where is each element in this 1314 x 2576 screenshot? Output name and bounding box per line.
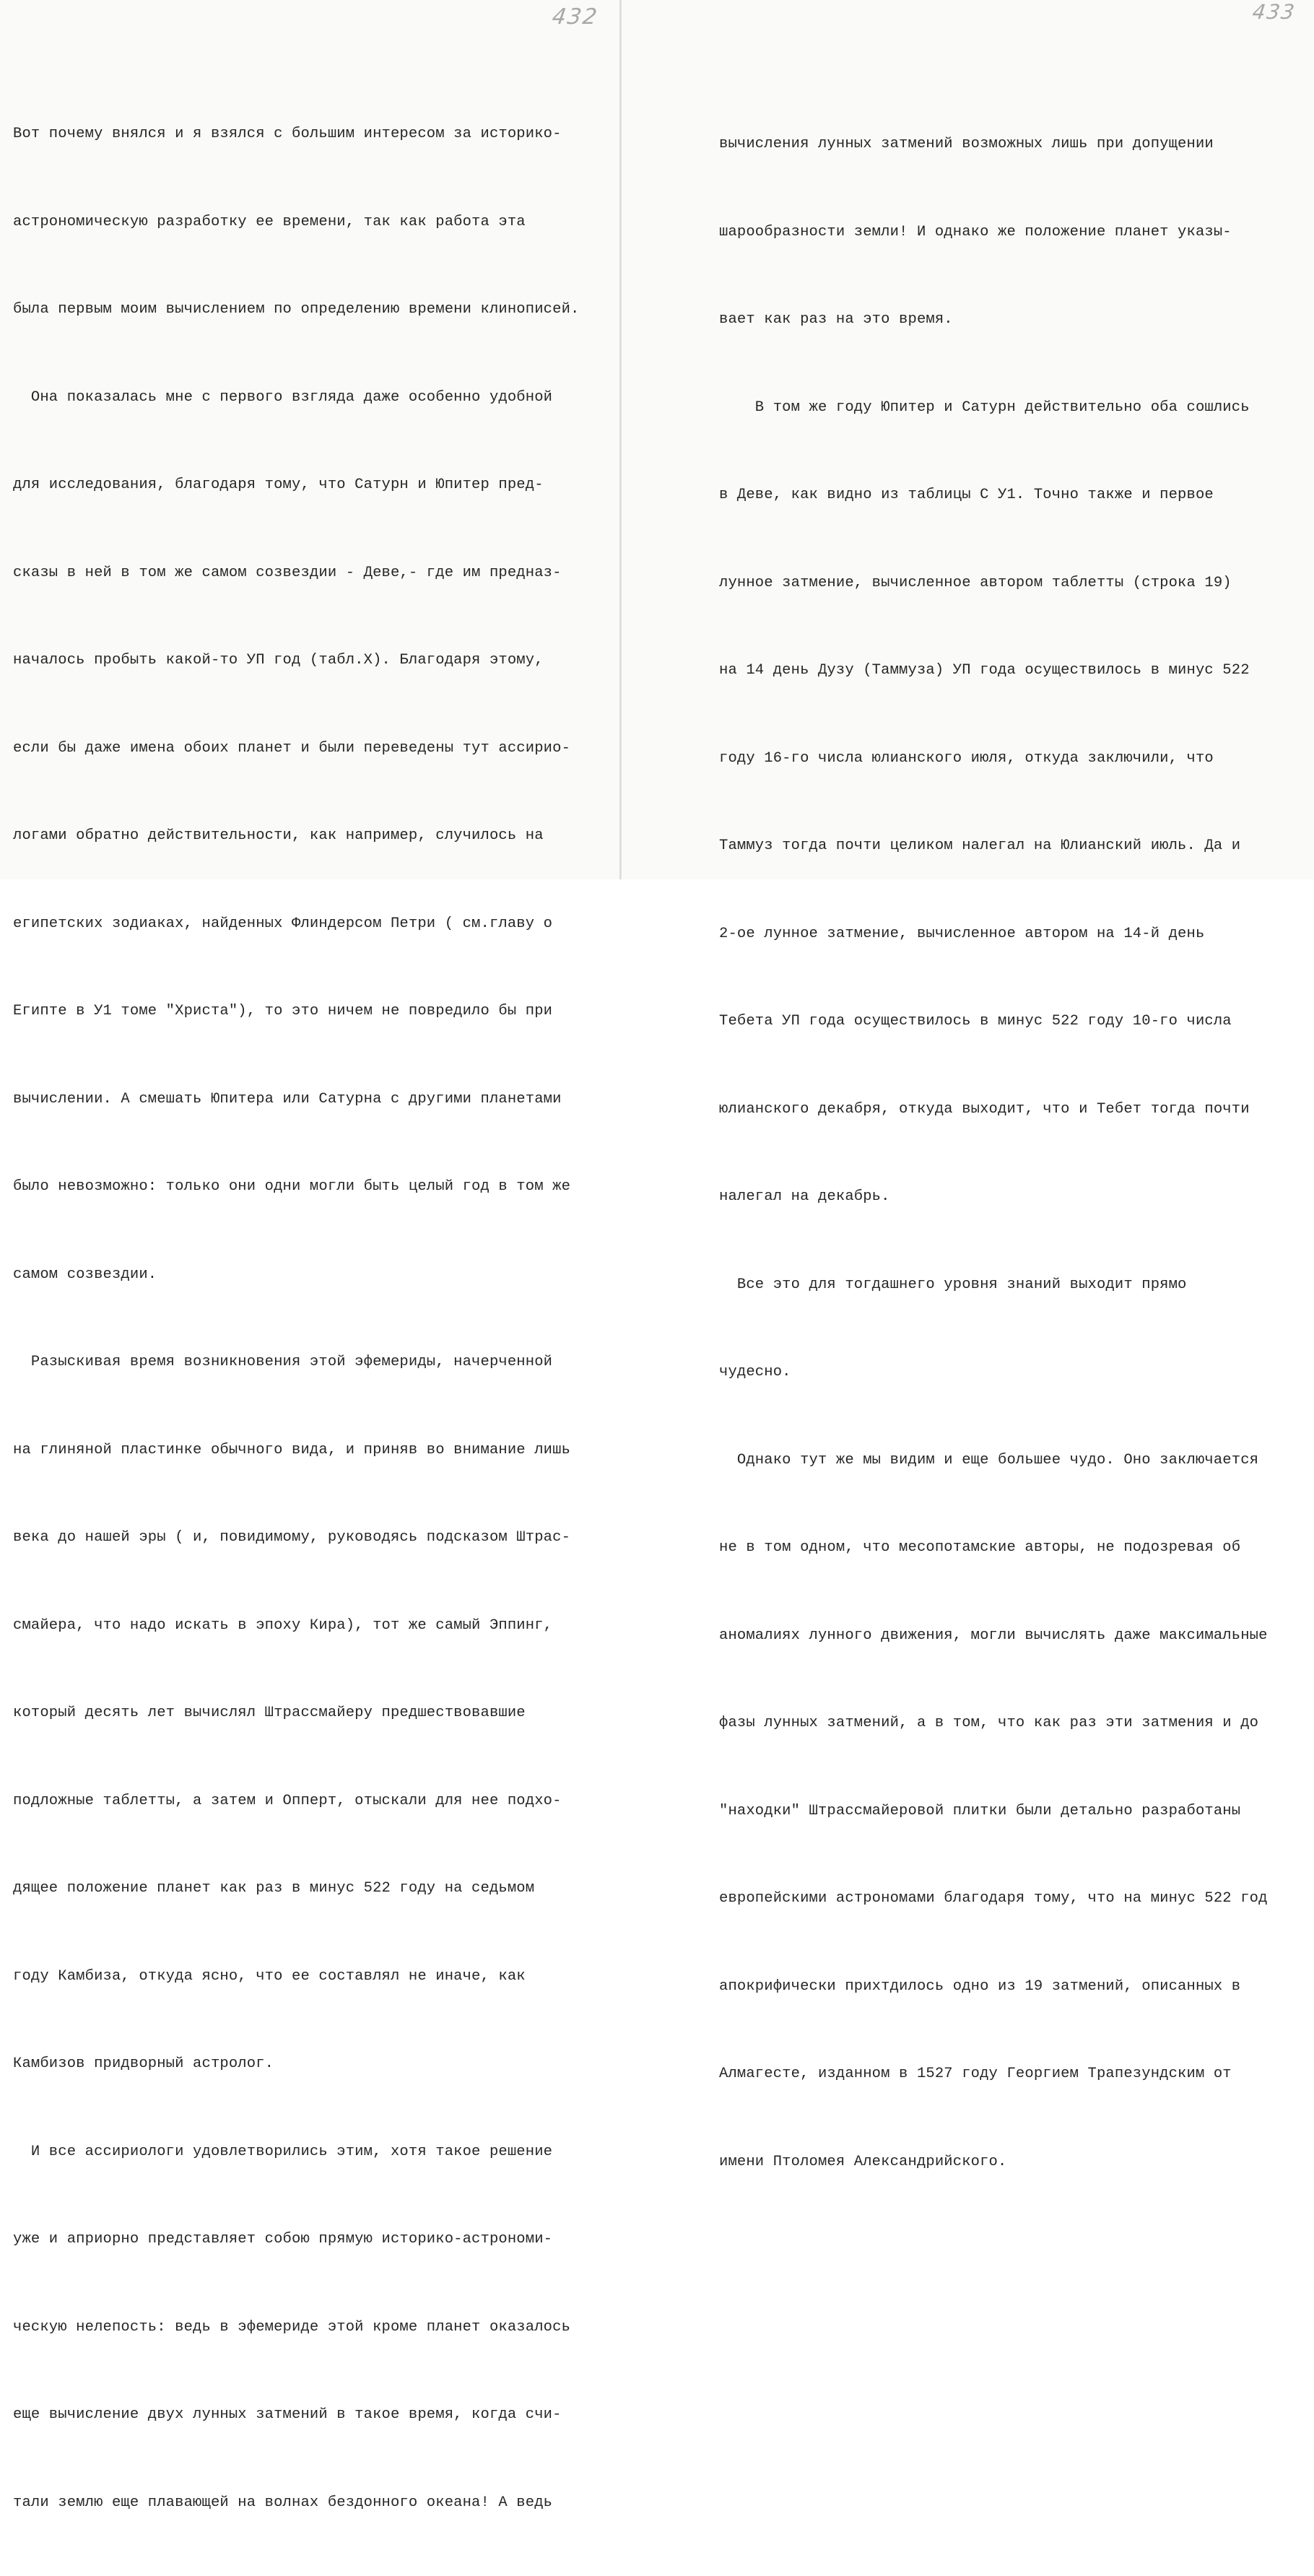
left-page-number: 432 <box>550 4 600 30</box>
text-line: если бы даже имена обоих планет и были переведены тут ассирио- <box>13 739 571 757</box>
text-line: году 16-го числа юлианского июля, откуда заключили, что <box>719 749 1214 767</box>
text-line: Алмагесте, изданном в 1527 году Георгием Трапезундским от <box>719 2066 1232 2082</box>
text-line: было невозможно: только они одни могли быть целый год в том же <box>13 1178 571 1195</box>
right-page <box>621 0 1314 2170</box>
text-line: европейскими астрономами благодаря тому, что на минус 522 год <box>719 1890 1268 1907</box>
text-line: на 14 день Дузу (Таммуза) УП года осуществилось в минус 522 <box>719 662 1250 679</box>
text-line: аномалиях лунного движения, могли вычислять даже максимальные <box>719 1627 1268 1644</box>
text-line: началось пробыть какой-то УП год (табл.Х). Благодаря этому, <box>13 652 544 669</box>
text-line: налегал на декабрь. <box>719 1188 890 1205</box>
text-line: астрономическую разработку ее времени, так как работа эта <box>13 213 526 230</box>
text-line: В том же году Юпитер и Сатурн действительно оба сошлись <box>719 399 1250 416</box>
text-line: дящее положение планет как раз в минус 522 году на седьмом <box>13 1880 535 1897</box>
text-line: имени Птоломея Александрийского. <box>719 2153 1007 2170</box>
text-line: самом созвездии. <box>13 1266 157 1283</box>
text-line: тали землю еще плавающей на волнах бездонного океана! А ведь <box>13 2494 553 2511</box>
text-line: для исследования, благодаря тому, что Сатурн и Юпитер пред- <box>13 477 544 493</box>
text-line: фазы лунных затмений, а в том, что как раз эти затмения и до <box>719 1715 1259 1731</box>
text-line: в Деве, как видно из таблицы С У1. Точно также и первое <box>719 487 1214 503</box>
text-line: сказы в ней в том же самом созвездии - Деве,- где им предназ- <box>13 564 562 581</box>
text-line: Камбизов придворный астролог. <box>13 2055 274 2072</box>
text-line: Вот почему внялся и я взялся с большим интересом за историко- <box>13 126 562 142</box>
left-page <box>0 0 621 2511</box>
text-line: "находки" Штрассмайеровой плитки были детально разработаны <box>719 1802 1241 1819</box>
text-line: вает как раз на это время. <box>719 311 953 328</box>
text-line: века до нашей эры ( и, повидимому, руководясь подсказом Штрас- <box>13 1529 571 1546</box>
text-line: Однако тут же мы видим и еще большее чудо. Оно заключается <box>719 1451 1259 1468</box>
text-line: Все это для тогдашнего уровня знаний выходит прямо <box>719 1276 1187 1293</box>
text-line: лунное затмение, вычисленное автором таблетты (строка 19) <box>719 574 1232 591</box>
text-line: египетских зодиаках, найденных Флиндерсом Петри ( см.главу о <box>13 915 553 932</box>
text-line: Разыскивая время возникновения этой эфемериды, начерченной <box>13 1354 553 1370</box>
text-line: И все ассириологи удовлетворились этим, хотя такое решение <box>13 2143 553 2160</box>
right-page-text <box>719 71 1268 2235</box>
text-line: году Камбиза, откуда ясно, что ее составлял не иначе, как <box>13 1967 526 1985</box>
text-line: смайера, что надо искать в эпоху Кира), тот же самый Эппинг, <box>13 1616 553 1634</box>
text-line: подложные таблетты, а затем и Опперт, отыскали для нее подхо- <box>13 1792 562 1809</box>
text-line: который десять лет вычислял Штрассмайеру предшествовавшие <box>13 1705 526 1721</box>
text-line: логами обратно действительности, как например, случилось на <box>13 827 544 844</box>
text-line: не в том одном, что месопотамские авторы, не подозревая об <box>719 1539 1241 1556</box>
right-page-number: 433 <box>1250 0 1297 24</box>
text-line: Она показалась мне с первого взгляда даже особенно удобной <box>13 388 553 406</box>
text-line: Таммуз тогда почти целиком налегал на Юлианский июль. Да и <box>719 837 1241 854</box>
text-line: еще вычисление двух лунных затмений в такое время, когда счи- <box>13 2406 562 2423</box>
text-line: Египте в У1 томе "Христа"), то это ничем не повредило бы при <box>13 1003 553 1019</box>
text-line: ческую нелепость: ведь в эфемериде этой кроме планет оказалось <box>13 2318 571 2336</box>
text-line: уже и априорно представляет собою прямую историко-астрономи- <box>13 2231 553 2248</box>
text-line: вычисления лунных затмений возможных лишь при допущении <box>719 136 1214 152</box>
text-line: чудесно. <box>719 1364 791 1380</box>
text-line: была первым моим вычислением по определению времени клинописей. <box>13 301 580 318</box>
text-line: шарообразности земли! И однако же положение планет указы- <box>719 223 1232 240</box>
text-line: вычислении. А смешать Юпитера или Сатурна с другими планетами <box>13 1090 562 1108</box>
text-line: юлианского декабря, откуда выходит, что и Тебет тогда почти <box>719 1100 1250 1118</box>
text-line: 2-ое лунное затмение, вычисленное автором на 14-й день <box>719 925 1205 942</box>
text-line: на глиняной пластинке обычного вида, и приняв во внимание лишь <box>13 1441 571 1458</box>
text-line: апокрифически прихтдилось одно из 19 затмений, описанных в <box>719 1977 1241 1995</box>
text-line: Тебета УП года осуществилось в минус 522 году 10-го числа <box>719 1013 1232 1030</box>
left-page-text <box>13 61 579 2576</box>
